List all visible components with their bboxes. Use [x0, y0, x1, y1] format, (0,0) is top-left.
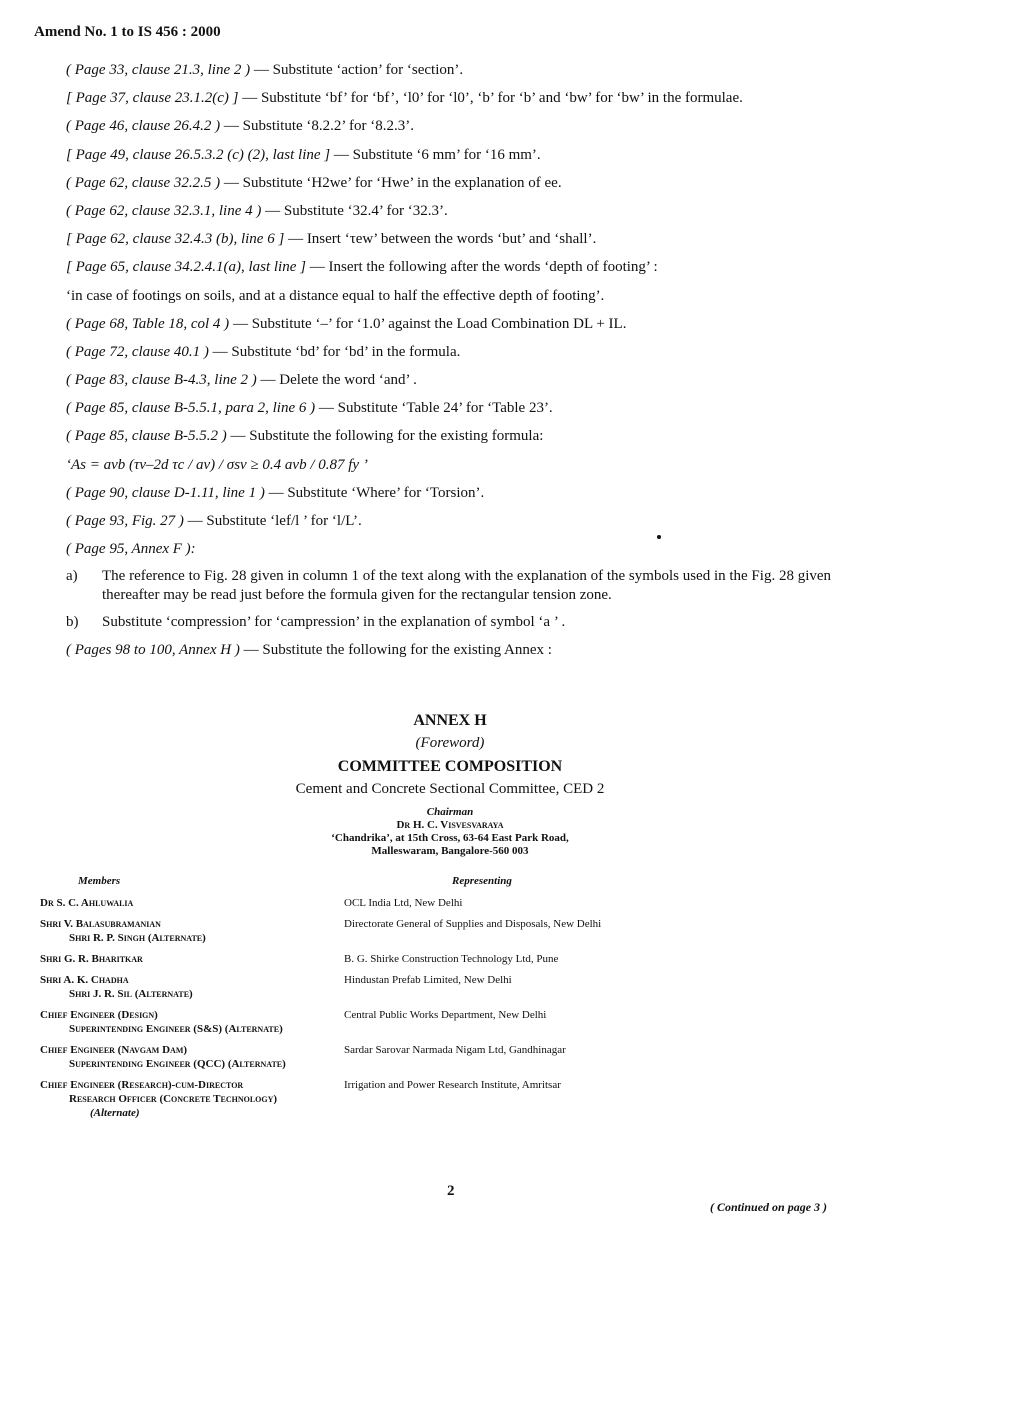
amendment-continuation: ‘in case of footings on soils, and at a distance equal to half the effective depth of footing’. [66, 287, 605, 304]
member-name: Shri G. R. Bharitkar [40, 953, 143, 965]
member-row [40, 1043, 940, 1071]
amendment-line: [ Page 49, clause 26.5.3.2 (c) (2), last line ] — Substitute ‘6 mm’ for ‘16 mm’. [66, 146, 541, 163]
member-alternate-note: (Alternate) [90, 1107, 140, 1119]
member-row [40, 1008, 940, 1036]
member-alternate: Superintending Engineer (QCC) (Alternate) [69, 1058, 286, 1070]
member-alternate: Research Officer (Concrete Technology) [69, 1093, 278, 1105]
member-row [40, 896, 940, 910]
amendment-line: [ Page 37, clause 23.1.2(c) ] — Substitute ‘bf’ for ‘bf’, ‘l0’ for ‘l0’, ‘b’ for ‘b’ and ‘bw’ for ‘bw’ in the formulae. [66, 90, 743, 107]
sub-item-label: a) [66, 568, 78, 585]
member-alternate: Superintending Engineer (S&S) (Alternate) [69, 1023, 283, 1035]
amendment-line: ( Page 68, Table 18, col 4 ) — Substitute ‘–’ for ‘1.0’ against the Load Combination DL + IL. [66, 315, 627, 332]
sub-item-text: The reference to Fig. 28 given in column 1 of the text along with the explanation of the symbols used in the Fig. 28 given thereafter may be read just before the formula given for the rectangular tension zone. [102, 568, 832, 604]
amendment-line: [ Page 62, clause 32.4.3 (b), line 6 ] — Insert ‘τew’ between the words ‘but’ and ‘shall’. [66, 231, 597, 248]
committee-composition-title: COMMITTEE COMPOSITION [337, 758, 563, 775]
member-alternate: Shri R. P. Singh (Alternate) [69, 932, 206, 944]
member-representing: Directorate General of Supplies and Disposals, New Delhi [344, 918, 602, 930]
member-row [40, 973, 940, 1001]
member-row [40, 952, 940, 966]
chairman-role: Chairman [426, 806, 474, 818]
sub-item-label: b) [66, 614, 79, 631]
amendment-line: ( Page 62, clause 32.2.5 ) — Substitute ‘H2we’ for ‘Hwe’ in the explanation of ee. [66, 174, 562, 191]
amendment-line: ( Page 46, clause 26.4.2 ) — Substitute ‘8.2.2’ for ‘8.2.3’. [66, 118, 415, 135]
amendment-line: ( Page 72, clause 40.1 ) — Substitute ‘bd’ for ‘bd’ in the formula. [66, 343, 461, 360]
annex-heading [0, 712, 900, 803]
formula-line: ‘As = avb (τv–2d τc / av) / σsv ≥ 0.4 avb / 0.87 fy ’ [66, 456, 368, 473]
committee-name: Cement and Concrete Sectional Committee, CED 2 [295, 781, 605, 797]
member-name: Shri A. K. Chadha [40, 974, 129, 986]
member-representing: Central Public Works Department, New Delhi [344, 1009, 547, 1021]
amendment-line: ( Pages 98 to 100, Annex H ) — Substitute the following for the existing Annex : [66, 642, 552, 659]
sub-item [66, 613, 966, 632]
amendment-line: ( Page 93, Fig. 27 ) — Substitute ‘lef/l ’ for ‘l/L’. [66, 513, 362, 529]
member-representing: Sardar Sarovar Narmada Nigam Ltd, Gandhinagar [344, 1044, 566, 1056]
stray-mark [657, 535, 661, 539]
annex-foreword: (Foreword) [415, 735, 485, 751]
amendment-line: ( Page 85, clause B-5.5.2 ) — Substitute the following for the existing formula: [66, 428, 544, 445]
sub-item-text: Substitute ‘compression’ for ‘campression’ in the explanation of symbol ‘a ’ . [102, 614, 566, 631]
amendment-header: Amend No. 1 to IS 456 : 2000 [34, 24, 221, 40]
chairman-name: Dr H. C. Visvesvaraya [396, 819, 504, 831]
member-name: Chief Engineer (Navgam Dam) [40, 1044, 188, 1056]
member-representing: B. G. Shirke Construction Technology Ltd, Pune [344, 953, 559, 965]
continued-note: ( Continued on page 3 ) [710, 1200, 828, 1214]
member-alternate: Shri J. R. Sil (Alternate) [69, 988, 193, 1000]
members-table [40, 896, 940, 1120]
member-representing: Hindustan Prefab Limited, New Delhi [344, 974, 512, 986]
chairman-address: Malleswaram, Bangalore-560 003 [371, 845, 529, 857]
amendment-list [66, 60, 966, 669]
members-column-heading: Members [78, 875, 121, 887]
amendment-line: ( Page 85, clause B-5.5.1, para 2, line 6 ) — Substitute ‘Table 24’ for ‘Table 23’. [66, 400, 553, 417]
member-name: Shri V. Balasubramanian [40, 918, 161, 930]
sub-item [66, 567, 966, 605]
chairman-address: ‘Chandrika’, at 15th Cross, 63-64 East Park Road, [331, 832, 569, 844]
amendment-line: ( Page 90, clause D-1.11, line 1 ) — Substitute ‘Where’ for ‘Torsion’. [66, 484, 485, 501]
amendment-line: ( Page 33, clause 21.3, line 2 ) — Substitute ‘action’ for ‘section’. [66, 62, 464, 78]
representing-column-heading: Representing [452, 875, 512, 887]
amendment-line: ( Page 83, clause B-4.3, line 2 ) — Delete the word ‘and’ . [66, 372, 417, 389]
amendment-line: ( Page 95, Annex F ): [66, 541, 196, 558]
amendment-line: ( Page 62, clause 32.3.1, line 4 ) — Substitute ‘32.4’ for ‘32.3’. [66, 202, 448, 219]
member-representing: Irrigation and Power Research Institute, Amritsar [344, 1079, 561, 1091]
chairman-block [0, 806, 900, 858]
member-row [40, 917, 940, 945]
member-name: Chief Engineer (Design) [40, 1009, 158, 1021]
page-number: 2 [447, 1183, 455, 1199]
member-name: Dr S. C. Ahluwalia [40, 897, 134, 909]
amendment-line: [ Page 65, clause 34.2.4.1(a), last line ] — Insert the following after the words ‘depth of footing’ : [66, 259, 658, 276]
member-name: Chief Engineer (Research)-cum-Director [40, 1079, 244, 1091]
annex-title: ANNEX H [413, 712, 487, 729]
member-representing: OCL India Ltd, New Delhi [344, 897, 463, 909]
member-row [40, 1078, 940, 1120]
